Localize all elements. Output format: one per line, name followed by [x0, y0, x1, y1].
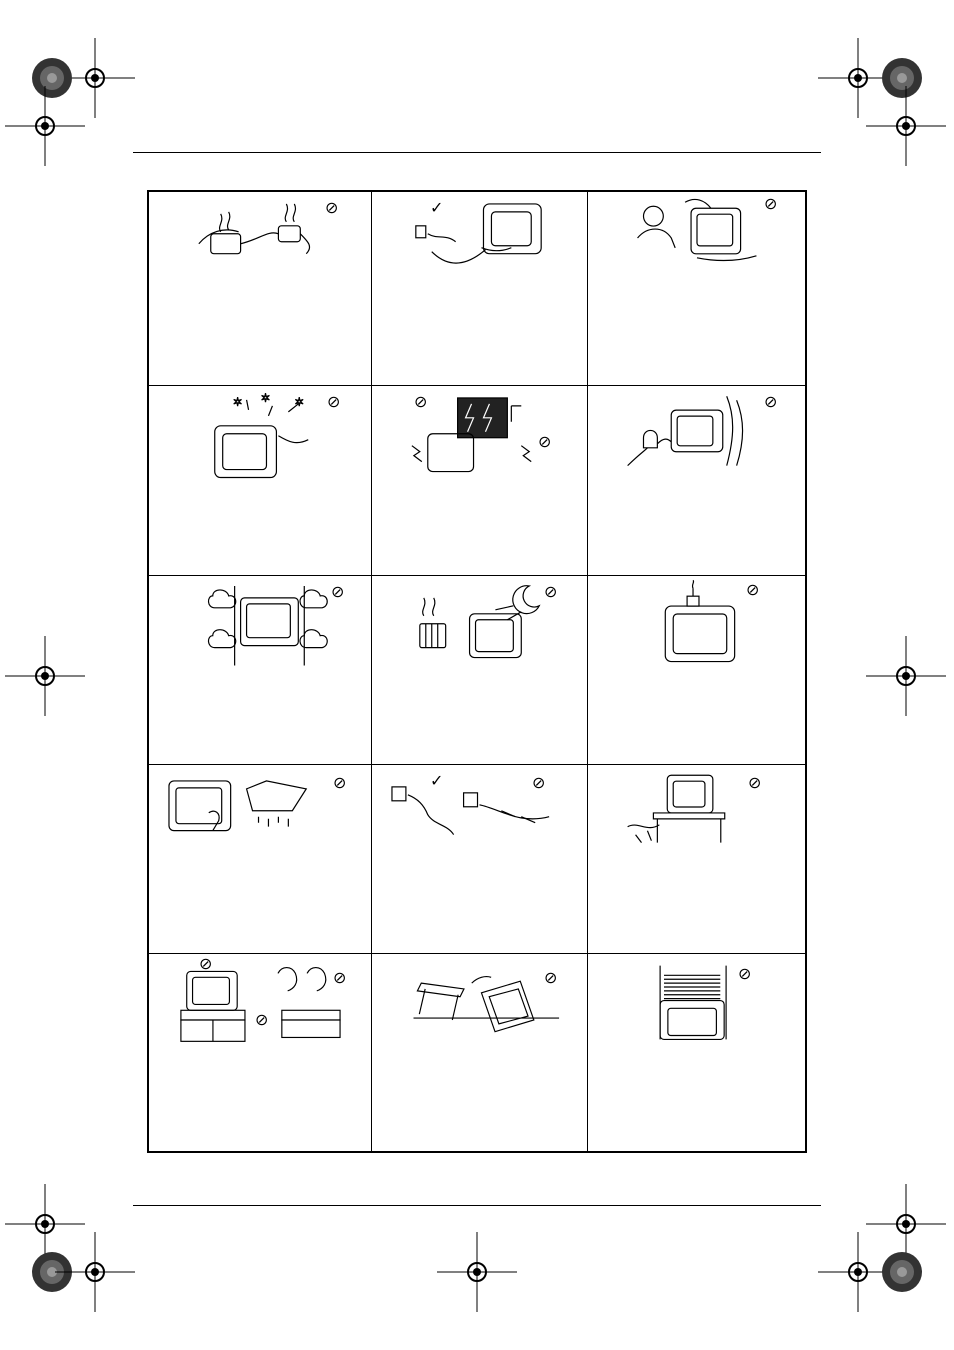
prohibition-icon: ⊘ — [325, 198, 339, 217]
cell-unplug-cord — [372, 192, 588, 386]
registration-crosshair-icon — [5, 86, 85, 166]
cell-moisture-steam — [588, 386, 805, 576]
checkmark-icon: ✓ — [430, 198, 444, 217]
prohibition-icon: ⊘ — [327, 392, 341, 411]
cell-objects-on-top — [588, 954, 805, 1151]
svg-text:✶: ✶ — [232, 394, 243, 409]
svg-text:✶: ✶ — [260, 390, 271, 405]
prohibition-icon: ⊘ — [199, 954, 213, 973]
cell-blocked-ventilation — [149, 576, 372, 765]
cell-tipping-stand — [372, 954, 588, 1151]
starburst-target-icon — [862, 1232, 942, 1312]
registration-crosshair-icon — [866, 86, 946, 166]
header-rule — [133, 152, 821, 153]
prohibition-icon: ⊘ — [738, 964, 752, 983]
prohibition-icon: ⊘ — [544, 582, 558, 601]
safety-illustration-grid — [147, 190, 807, 1153]
prohibition-icon: ⊘ — [333, 968, 347, 987]
prohibition-icon: ⊘ — [255, 1010, 269, 1029]
cell-objects-into-tv — [149, 386, 372, 576]
prohibition-icon: ⊘ — [544, 968, 558, 987]
registration-crosshair-icon — [55, 1232, 135, 1312]
footer-rule — [133, 1205, 821, 1206]
cell-wet-cleaning — [149, 765, 372, 954]
prohibition-icon: ⊘ — [331, 582, 345, 601]
prohibition-icon: ⊘ — [764, 194, 778, 213]
cell-unstable-stand — [149, 954, 372, 1151]
registration-crosshair-icon — [5, 636, 85, 716]
prohibition-icon: ⊘ — [414, 392, 428, 411]
cell-overloaded-outlet — [149, 192, 372, 386]
prohibition-icon: ⊘ — [748, 773, 762, 792]
checkmark-icon: ✓ — [430, 771, 444, 790]
cell-candle-on-tv — [588, 576, 805, 765]
cell-plug-handling — [372, 765, 588, 954]
registration-crosshair-icon — [866, 636, 946, 716]
prohibition-icon: ⊘ — [333, 773, 347, 792]
prohibition-icon: ⊘ — [532, 773, 546, 792]
cell-lightning-storm — [372, 386, 588, 576]
cell-heat-sources — [372, 576, 588, 765]
prohibition-icon: ⊘ — [538, 432, 552, 451]
prohibition-icon: ⊘ — [746, 580, 760, 599]
cell-damaged-cord — [588, 765, 805, 954]
cell-service-technician — [588, 192, 805, 386]
svg-text:✶: ✶ — [294, 394, 305, 409]
prohibition-icon: ⊘ — [764, 392, 778, 411]
registration-crosshair-icon — [437, 1232, 517, 1312]
